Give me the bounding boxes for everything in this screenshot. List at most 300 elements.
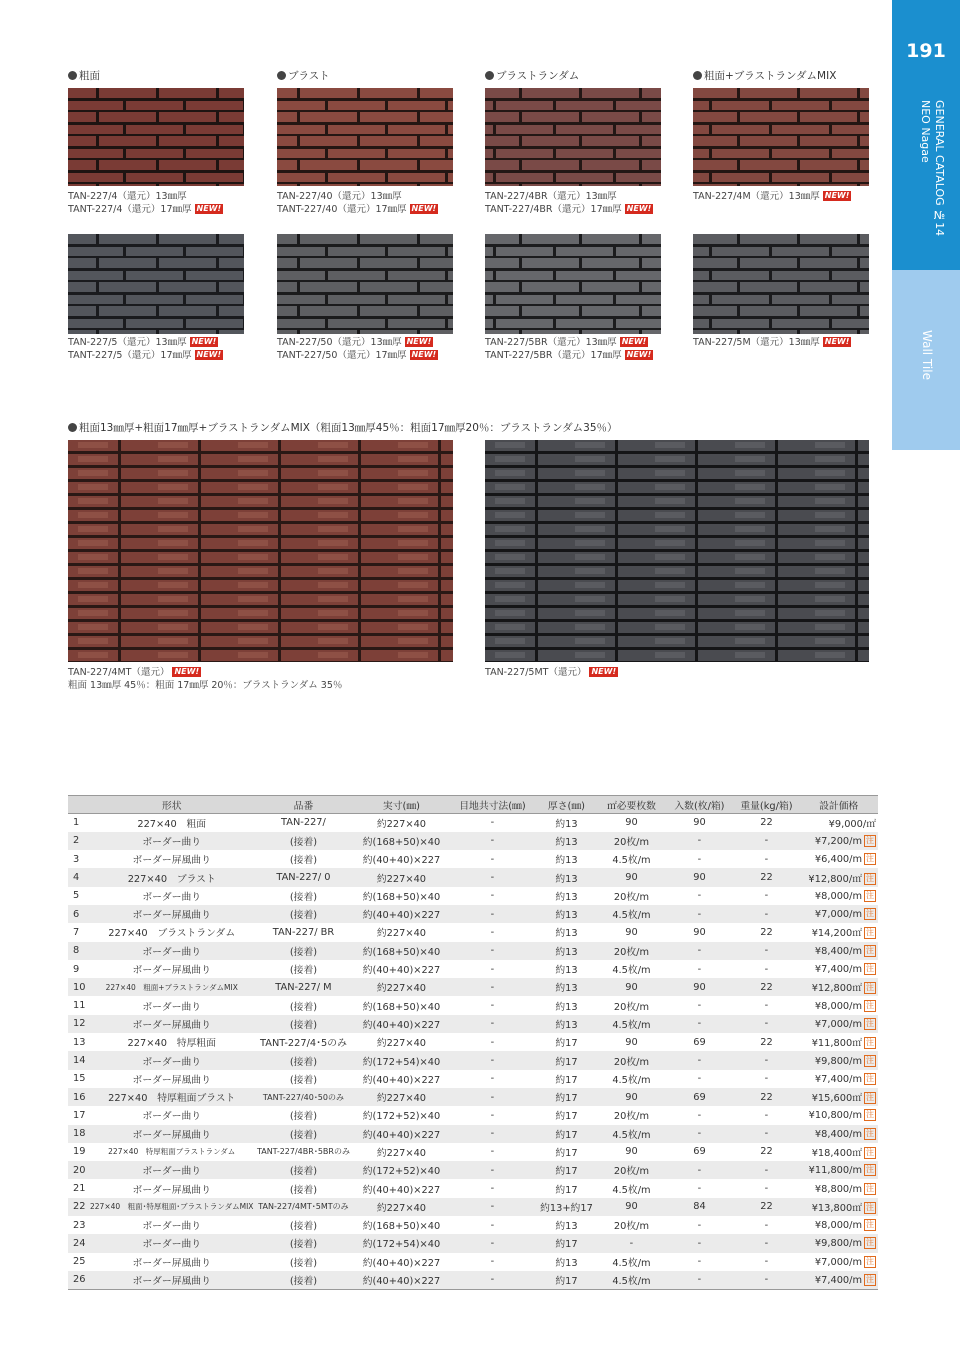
table-cell: -: [733, 832, 799, 850]
table-row: [68, 1179, 878, 1197]
price-value: ¥8,800/m: [814, 1183, 862, 1195]
note-badge: 注: [866, 835, 874, 845]
table-cell: 約(40+40)×227: [353, 1271, 449, 1289]
table-cell: 4.5枚/m: [612, 1074, 651, 1086]
new-badge: NEW!: [406, 337, 432, 346]
new-badge: NEW!: [621, 337, 647, 346]
table-cell: 20枚/m: [613, 891, 649, 903]
tile-swatch-blast-random-red: [485, 88, 661, 186]
table-cell: 4.5枚/m: [612, 855, 651, 867]
table-cell: -: [733, 905, 799, 923]
table-cell: 4.5枚/m: [612, 1184, 651, 1196]
table-cell: 約(40+40)×227: [362, 1184, 441, 1196]
table-cell: 約17: [535, 1051, 597, 1069]
tile-swatch-blast-gray: [277, 234, 453, 334]
table-cell: (接着): [289, 1221, 318, 1233]
table-cell: 約(40+40)×227: [353, 1125, 449, 1143]
note-badge: 注: [866, 1018, 874, 1028]
table-cell: 10: [68, 978, 90, 996]
table-cell: 約13: [555, 1257, 578, 1269]
col-header: ㎡必要枚数: [597, 796, 665, 814]
swatch-caption-3: TAN-227/4BR（還元）13㎜厚 TANT-227/4BR（還元）17㎜厚 NEW!: [485, 191, 652, 215]
table-cell: -: [490, 926, 495, 938]
table-cell: 約13: [555, 818, 578, 830]
table-cell: 4.5枚/m: [597, 1015, 665, 1033]
table-cell: 90: [625, 1036, 638, 1048]
table-cell: (接着): [289, 855, 318, 867]
price-value: ¥6,400/m: [814, 854, 862, 866]
table-cell: 4.5枚/m: [612, 965, 651, 977]
table-cell: -: [449, 1125, 535, 1143]
table-cell: 約(172+52)×40: [353, 1161, 449, 1179]
table-cell: 90: [597, 1198, 665, 1216]
mix-section-label: 粗面13㎜厚+粗面17㎜厚+ブラストランダムMIX（粗面13㎜厚45％：粗面17㎜厚20％：ブラストランダム35％）: [68, 420, 618, 435]
table-cell: [799, 978, 878, 996]
table-cell: 約227×40: [376, 1038, 427, 1050]
table-cell: [799, 1234, 878, 1252]
new-badge: NEW!: [626, 349, 652, 359]
note-badge: 注: [866, 1000, 874, 1010]
table-cell: [799, 832, 878, 850]
table-cell: 22: [760, 817, 773, 829]
table-cell: 20枚/m: [597, 832, 665, 850]
table-cell: (接着): [289, 1074, 318, 1086]
mix-caption-right: TAN-227/5MT（還元） NEW!: [485, 667, 617, 678]
table-cell: [799, 1271, 878, 1289]
table-cell: 約13: [555, 1221, 578, 1233]
table-cell: (接着): [253, 832, 353, 850]
table-cell: [799, 905, 878, 923]
table-cell: [799, 1051, 878, 1069]
table-row: [68, 868, 878, 886]
price-value: ¥8,000/m: [814, 1220, 862, 1232]
price-value: ¥9,000/㎡: [828, 818, 876, 830]
price-value: ¥7,000/m: [814, 1256, 862, 1268]
price-value: ¥7,400/m: [814, 1073, 862, 1085]
table-cell: 22: [733, 868, 799, 886]
section-title: Wall Tile: [920, 330, 934, 380]
table-cell: -: [697, 1000, 702, 1012]
spec-table: [68, 795, 878, 1290]
table-cell: TANT-227/4･5のみ: [260, 1038, 347, 1050]
table-cell: [799, 1143, 878, 1161]
table-cell: [799, 1253, 878, 1271]
note-badge: 注: [866, 1147, 874, 1157]
table-cell: 約13: [535, 978, 597, 996]
table-cell: 約17: [555, 1111, 578, 1123]
table-row: [68, 832, 878, 850]
table-cell: 20枚/m: [613, 1111, 649, 1123]
table-cell: 約227×40: [353, 868, 449, 886]
price-value: ¥11,800/m: [808, 1165, 862, 1177]
table-cell: 20枚/m: [597, 942, 665, 960]
table-cell: (接着): [253, 1125, 353, 1143]
table-cell: -: [697, 853, 702, 865]
note-badge: 注: [866, 1073, 874, 1083]
table-cell: [799, 1161, 878, 1179]
table-cell: -: [665, 942, 733, 960]
table-cell: [799, 814, 878, 832]
swatch-caption-1: TAN-227/4（還元）13㎜厚 TANT-227/4（還元）17㎜厚 NEW!: [68, 191, 222, 215]
table-cell: 1: [73, 817, 80, 829]
table-cell: 227×40 ブラストランダム: [108, 928, 236, 940]
table-cell: TAN-227/ BR: [272, 926, 335, 938]
table-cell: 約17: [555, 1038, 578, 1050]
table-cell: 約13: [555, 965, 578, 977]
table-row: [68, 1143, 878, 1161]
table-header-row: [68, 796, 878, 814]
table-cell: 20: [68, 1161, 90, 1179]
table-cell: -: [449, 868, 535, 886]
price-value: ¥12,800㎡: [811, 983, 862, 995]
note-badge: 注: [866, 928, 874, 938]
table-cell: ボーダー曲り: [142, 891, 202, 903]
table-cell: 約13: [555, 1001, 578, 1013]
table-cell: [799, 868, 878, 886]
col-header: 品番: [253, 796, 353, 814]
price-value: ¥18,400㎡: [811, 1147, 862, 1159]
table-cell: 90: [625, 926, 638, 938]
table-cell: [799, 1070, 878, 1088]
price-value: ¥8,000/m: [814, 1000, 862, 1012]
table-cell: 90: [597, 978, 665, 996]
tile-swatch-rough-red: [68, 88, 244, 186]
table-cell: 約(168+50)×40: [362, 1221, 441, 1233]
bullet-icon: [68, 423, 77, 432]
note-badge: 注: [866, 1274, 874, 1284]
note-badge: 注: [866, 1202, 874, 1212]
table-cell: ボーダー屏風曲り: [90, 1271, 253, 1289]
table-cell: ボーダー曲り: [142, 1111, 202, 1123]
table-cell: -: [697, 1183, 702, 1195]
price-value: ¥8,400/m: [814, 1128, 862, 1140]
table-cell: ボーダー屏風曲り: [132, 1257, 211, 1269]
table-cell: 16: [68, 1088, 90, 1106]
table-cell: 84: [665, 1198, 733, 1216]
table-cell: ボーダー屏風曲り: [132, 1074, 211, 1086]
table-cell: 22: [733, 1088, 799, 1106]
bullet-icon: [693, 71, 702, 80]
table-cell: 227×40 特厚粗面ブラストランダム: [108, 1147, 236, 1157]
table-cell: 22: [760, 1036, 773, 1048]
table-cell: 69: [693, 1036, 706, 1048]
table-cell: 69: [665, 1088, 733, 1106]
table-cell: 約17: [535, 1234, 597, 1252]
table-cell: 約17: [535, 1088, 597, 1106]
table-cell: 22: [733, 1198, 799, 1216]
table-cell: -: [490, 1256, 495, 1268]
table-cell: 227×40 特厚粗面: [127, 1038, 216, 1050]
swatch-caption-8: TAN-227/5M（還元）13㎜厚 NEW!: [693, 337, 850, 348]
table-cell: TAN-227/ M: [253, 978, 353, 996]
table-cell: TANT-227/40･50のみ: [253, 1088, 353, 1106]
table-cell: 約(172+54)×40: [353, 1051, 449, 1069]
note-badge: 注: [866, 1055, 874, 1065]
table-cell: 24: [68, 1234, 90, 1252]
table-cell: 19: [73, 1146, 86, 1158]
table-cell: -: [490, 1109, 495, 1121]
table-cell: -: [697, 1109, 702, 1121]
note-badge: 注: [866, 983, 874, 993]
table-cell: 約13+約17: [535, 1198, 597, 1216]
table-cell: -: [490, 1146, 495, 1158]
price-value: ¥9,800/m: [814, 1238, 862, 1250]
note-badge: 注: [866, 909, 874, 919]
table-cell: 約(168+50)×40: [362, 891, 441, 903]
price-value: ¥7,200/m: [814, 835, 862, 847]
table-cell: 5: [73, 890, 80, 902]
bullet-icon: [277, 71, 286, 80]
price-value: ¥15,600㎡: [811, 1093, 862, 1105]
table-cell: -: [665, 1051, 733, 1069]
table-row: [68, 1125, 878, 1143]
note-badge: 注: [866, 873, 874, 883]
note-badge: 注: [866, 1093, 874, 1103]
bullet-icon: [68, 71, 77, 80]
table-row: [68, 887, 878, 905]
table-row: [68, 1198, 878, 1216]
col-header: 形状: [90, 796, 253, 814]
table-cell: ボーダー屏風曲り: [90, 1125, 253, 1143]
note-badge: 注: [866, 964, 874, 974]
table-cell: 約13: [535, 1015, 597, 1033]
table-cell: [799, 1088, 878, 1106]
table-cell: 約(40+40)×227: [362, 965, 441, 977]
table-cell: (接着): [253, 905, 353, 923]
table-cell: -: [697, 1073, 702, 1085]
swatch-caption-4: TAN-227/4M（還元）13㎜厚 NEW!: [693, 191, 850, 202]
note-badge: 注: [866, 1183, 874, 1193]
table-cell: 約17: [535, 1271, 597, 1289]
table-cell: 4.5枚/m: [612, 1257, 651, 1269]
mix-caption-left: TAN-227/4MT（還元） NEW! 粗面 13㎜厚 45％：粗面 17㎜厚 20％：ブラストランダム 35％: [68, 667, 343, 691]
table-cell: 約227×40: [376, 1147, 427, 1159]
note-badge: 注: [866, 1165, 874, 1175]
table-cell: 227×40 粗面: [137, 818, 207, 830]
table-cell: (接着): [289, 1257, 318, 1269]
wall-photo-gray-mix: [485, 440, 869, 662]
table-cell: (接着): [289, 965, 318, 977]
table-cell: 4.5枚/m: [597, 1125, 665, 1143]
table-cell: -: [490, 853, 495, 865]
table-cell: 約(172+52)×40: [362, 1111, 441, 1123]
table-cell: ボーダー屏風曲り: [132, 855, 211, 867]
table-cell: ボーダー屏風曲り: [90, 1015, 253, 1033]
table-cell: 14: [68, 1051, 90, 1069]
table-cell: 15: [73, 1073, 86, 1085]
swatch-caption-5: TAN-227/5（還元）13㎜厚 NEW! TANT-227/5（還元）17㎜厚 NEW!: [68, 337, 222, 361]
table-cell: (接着): [289, 1184, 318, 1196]
table-cell: [799, 960, 878, 978]
table-cell: (接着): [289, 891, 318, 903]
table-cell: 約17: [555, 1147, 578, 1159]
swatch-label-2: ブラスト: [277, 68, 330, 83]
table-cell: 4: [68, 868, 90, 886]
table-cell: 2: [68, 832, 90, 850]
table-cell: -: [449, 978, 535, 996]
bullet-icon: [485, 71, 494, 80]
table-cell: 約13: [555, 855, 578, 867]
table-row: [68, 1033, 878, 1051]
table-cell: (接着): [253, 1161, 353, 1179]
table-cell: 約(40+40)×227: [353, 905, 449, 923]
table-row: [68, 1161, 878, 1179]
table-cell: -: [764, 1109, 769, 1121]
table-cell: -: [665, 1125, 733, 1143]
table-cell: 約(40+40)×227: [362, 1074, 441, 1086]
table-row: [68, 814, 878, 832]
tile-swatch-blast-red: [277, 88, 453, 186]
table-cell: -: [490, 1073, 495, 1085]
price-value: ¥7,400/m: [814, 1274, 862, 1286]
table-cell: -: [449, 942, 535, 960]
table-cell: (接着): [253, 1234, 353, 1252]
note-badge: 注: [866, 854, 874, 864]
table-row: [68, 850, 878, 868]
tile-swatch-blast-random-gray: [485, 234, 661, 334]
table-cell: 約227×40: [353, 1088, 449, 1106]
note-badge: 注: [866, 1220, 874, 1230]
table-cell: ボーダー屏風曲り: [90, 905, 253, 923]
table-cell: 約(40+40)×227: [353, 1015, 449, 1033]
table-row: [68, 942, 878, 960]
table-cell: 4.5枚/m: [597, 905, 665, 923]
table-cell: 約13: [555, 891, 578, 903]
price-value: ¥8,400/m: [814, 945, 862, 957]
new-badge: NEW!: [196, 349, 222, 359]
price-value: ¥9,800/m: [814, 1055, 862, 1067]
table-cell: [799, 1125, 878, 1143]
table-cell: 約(172+54)×40: [353, 1234, 449, 1252]
table-cell: [799, 1216, 878, 1234]
table-cell: [799, 1198, 878, 1216]
table-cell: 約(168+50)×40: [353, 832, 449, 850]
table-cell: 20枚/m: [597, 1161, 665, 1179]
table-cell: -: [665, 1161, 733, 1179]
table-cell: -: [764, 1000, 769, 1012]
table-row: [68, 1253, 878, 1271]
table-cell: TAN-227/4MT･5MTのみ: [253, 1198, 353, 1216]
table-cell: ボーダー曲り: [90, 1051, 253, 1069]
swatch-caption-2: TAN-227/40（還元）13㎜厚 TANT-227/40（還元）17㎜厚 NEW!: [277, 191, 437, 215]
table-row: [68, 1070, 878, 1088]
table-row: [68, 1216, 878, 1234]
table-cell: 90: [625, 817, 638, 829]
new-badge: NEW!: [824, 337, 850, 346]
table-cell: 約17: [555, 1184, 578, 1196]
table-cell: 20枚/m: [597, 1051, 665, 1069]
table-cell: 90: [693, 817, 706, 829]
table-cell: 22: [733, 978, 799, 996]
note-badge: 注: [866, 1238, 874, 1248]
table-cell: 約13: [555, 928, 578, 940]
table-cell: 25: [73, 1256, 86, 1268]
note-badge: 注: [866, 945, 874, 955]
table-row: [68, 978, 878, 996]
table-cell: -: [449, 1198, 535, 1216]
table-cell: -: [764, 853, 769, 865]
table-cell: [799, 1015, 878, 1033]
table-cell: (接着): [289, 1111, 318, 1123]
table-cell: [799, 923, 878, 941]
table-cell: 9: [73, 963, 80, 975]
table-cell: -: [697, 1256, 702, 1268]
table-cell: 90: [693, 926, 706, 938]
table-cell: 約(168+50)×40: [362, 1001, 441, 1013]
table-cell: 22: [68, 1198, 90, 1216]
table-cell: 約227×40: [376, 818, 427, 830]
table-cell: 12: [68, 1015, 90, 1033]
new-badge: NEW!: [591, 667, 617, 676]
table-cell: -: [733, 1234, 799, 1252]
col-header: [68, 796, 90, 814]
new-badge: NEW!: [196, 203, 222, 213]
new-badge: NEW!: [411, 203, 437, 213]
table-cell: (接着): [253, 1051, 353, 1069]
table-cell: 約13: [535, 905, 597, 923]
table-cell: -: [449, 1161, 535, 1179]
table-cell: [799, 850, 878, 868]
table-cell: (接着): [289, 1001, 318, 1013]
table-cell: -: [764, 963, 769, 975]
note-badge: 注: [866, 1128, 874, 1138]
swatch-label-1: 粗面: [68, 68, 100, 83]
catalog-name: NEO Nagae: [919, 100, 932, 163]
table-cell: -: [733, 1271, 799, 1289]
tile-swatch-mix-red: [693, 88, 869, 186]
table-cell: TAN-227/ 0: [253, 868, 353, 886]
note-badge: 注: [866, 1256, 874, 1266]
table-cell: 22: [760, 1146, 773, 1158]
table-cell: -: [733, 1125, 799, 1143]
table-cell: -: [449, 1271, 535, 1289]
new-badge: NEW!: [411, 349, 437, 359]
table-cell: -: [665, 832, 733, 850]
table-cell: 約17: [535, 1125, 597, 1143]
table-cell: 約227×40: [353, 978, 449, 996]
table-cell: -: [764, 890, 769, 902]
table-cell: TANT-227/4BR･5BRのみ: [256, 1147, 350, 1157]
table-cell: 227×40 粗面+ブラストランダムMIX: [90, 978, 253, 996]
table-cell: (接着): [253, 1015, 353, 1033]
table-cell: -: [733, 1051, 799, 1069]
table-cell: -: [697, 1219, 702, 1231]
table-cell: ボーダー屏風曲り: [132, 1184, 211, 1196]
new-badge: NEW!: [626, 203, 652, 213]
tile-swatch-rough-gray: [68, 234, 244, 334]
table-cell: [799, 1033, 878, 1051]
table-cell: 22: [760, 926, 773, 938]
note-badge: 注: [866, 1110, 874, 1120]
table-cell: -: [764, 1183, 769, 1195]
swatch-label-4: 粗面+ブラストランダムMIX: [693, 68, 836, 83]
table-row: [68, 996, 878, 1014]
table-cell: 約13: [535, 868, 597, 886]
table-cell: (接着): [253, 942, 353, 960]
table-cell: [799, 996, 878, 1014]
price-value: ¥8,000/m: [814, 890, 862, 902]
table-cell: ボーダー曲り: [90, 832, 253, 850]
table-cell: -: [764, 1073, 769, 1085]
table-cell: -: [490, 817, 495, 829]
table-cell: 約17: [555, 1074, 578, 1086]
table-cell: -: [597, 1234, 665, 1252]
table-row: [68, 1234, 878, 1252]
tile-swatch-mix-gray: [693, 234, 869, 334]
table-cell: TAN-227/: [281, 817, 326, 829]
table-row: [68, 1106, 878, 1124]
table-cell: 約(168+50)×40: [353, 942, 449, 960]
